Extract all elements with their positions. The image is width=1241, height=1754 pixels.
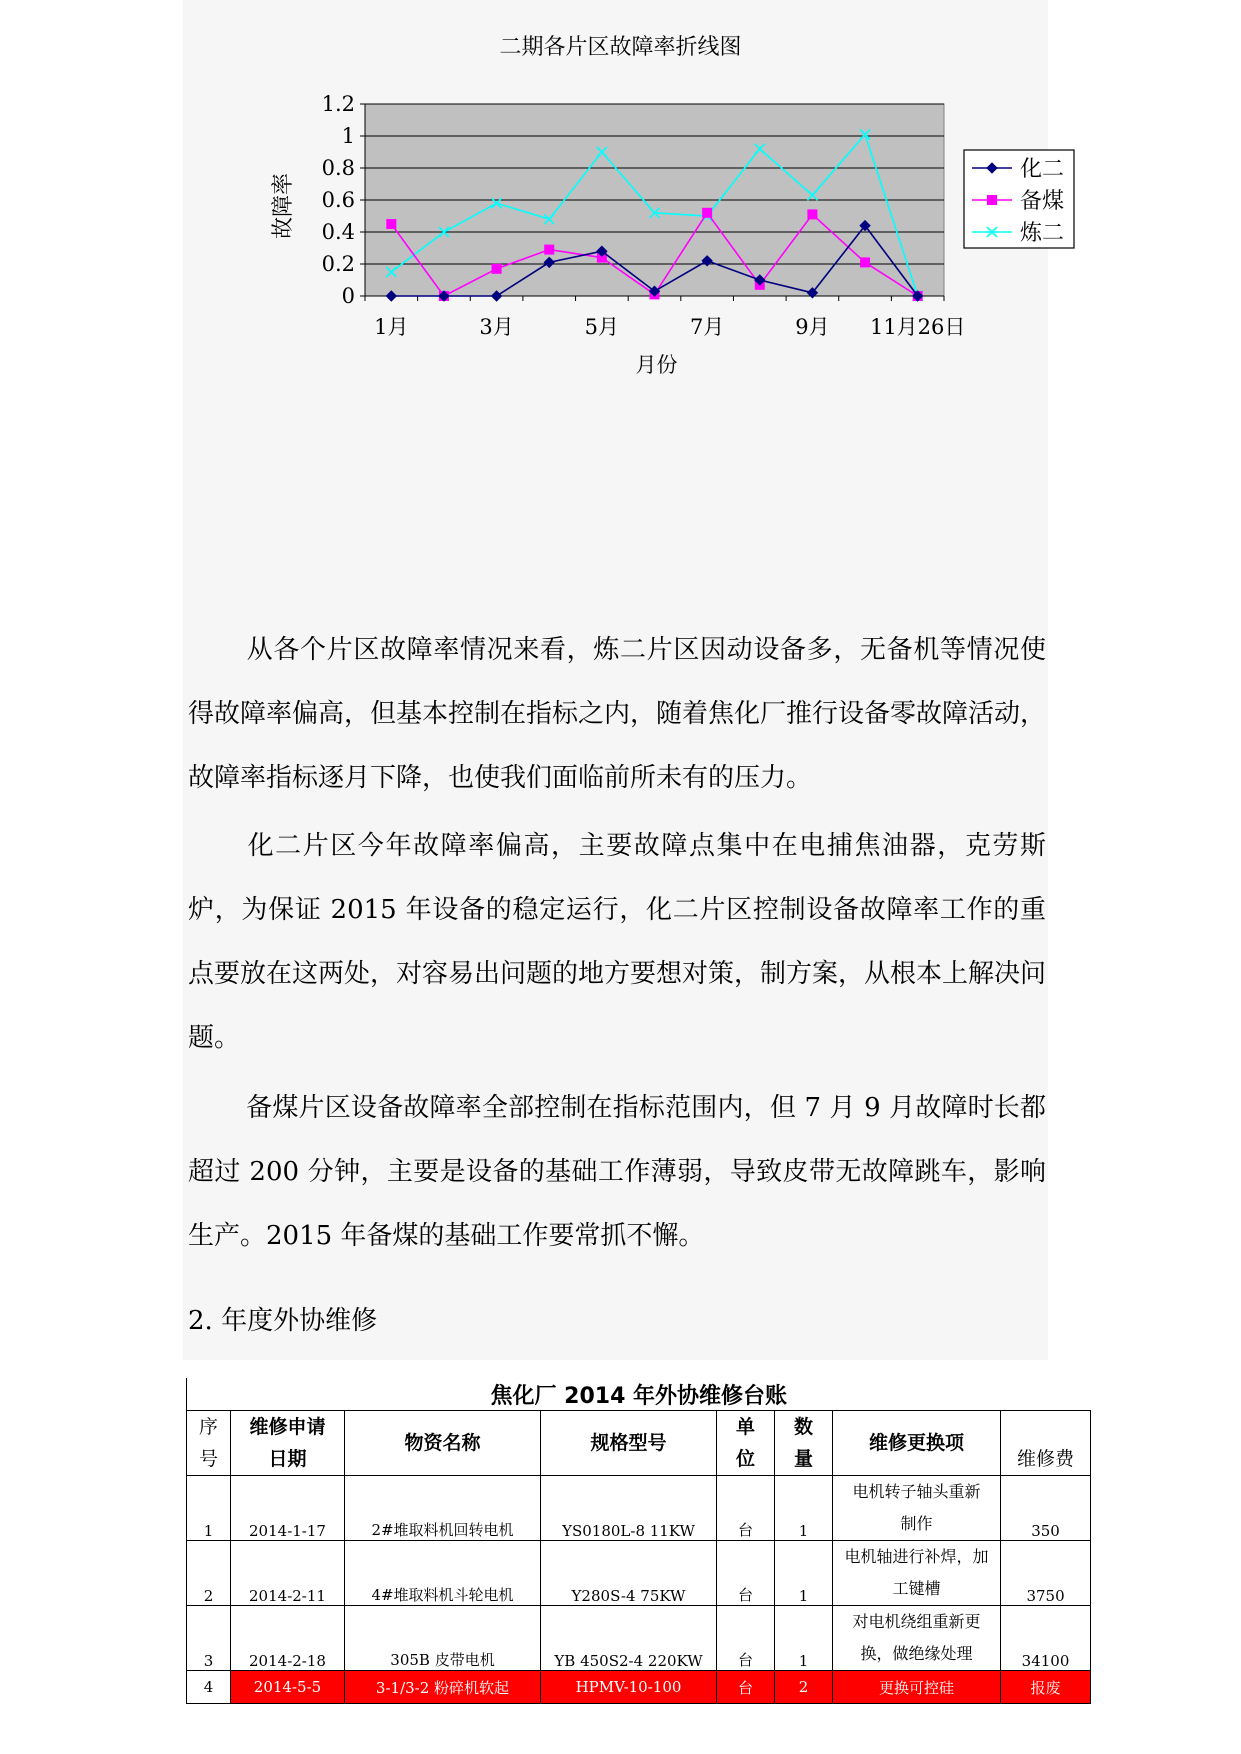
y-axis-label: 故障率 bbox=[271, 172, 296, 240]
table-header-row bbox=[187, 1411, 1091, 1476]
cell-item: 更换可控硅 bbox=[833, 1671, 1001, 1704]
header-item: 维修更换项 bbox=[833, 1411, 1001, 1476]
cell-spec: HPMV-10-100 bbox=[541, 1671, 717, 1704]
cell-name: 305B 皮带电机 bbox=[345, 1606, 541, 1671]
table-row bbox=[187, 1606, 1091, 1671]
cell-cost: 34100 bbox=[1001, 1606, 1091, 1671]
paragraph-2-text: 化二片区今年故障率偏高，主要故障点集中在电捕焦油器，克劳斯炉，为保证 2015 年设备的稳定运行，化二片区控制设备故障率工作的重点要放在这两处，对容易出问题的地方要想对策，制方案，从根本上解决问题。 bbox=[188, 831, 1047, 1053]
header-unit: 单 位 bbox=[717, 1411, 775, 1476]
y-tick-label: 0.6 bbox=[321, 188, 355, 212]
x-tick-label: 9月 bbox=[795, 315, 830, 339]
paragraph-3 bbox=[188, 1076, 1046, 1268]
header-spec: 规格型号 bbox=[541, 1411, 717, 1476]
data-point bbox=[492, 264, 501, 273]
x-tick-label: 7月 bbox=[689, 315, 725, 339]
header-qty: 数 量 bbox=[775, 1411, 833, 1476]
cell-item: 电机转子轴头重新 制作 bbox=[833, 1476, 1001, 1541]
line-chart bbox=[0, 0, 1241, 420]
legend-marker bbox=[988, 196, 997, 205]
cell-qty: 1 bbox=[775, 1541, 833, 1606]
x-tick-label: 11月26日 bbox=[869, 315, 966, 339]
paragraph-1-text: 从各个片区故障率情况来看，炼二片区因动设备多，无备机等情况使得故障率偏高，但基本控制在指标之内，随着焦化厂推行设备零故障活动，故障率指标逐月下降，也使我们面临前所未有的压力。 bbox=[188, 635, 1047, 793]
y-tick-label: 0.4 bbox=[321, 220, 355, 244]
legend-label: 备煤 bbox=[1020, 189, 1065, 214]
paragraph-1 bbox=[188, 618, 1046, 810]
table-row bbox=[187, 1476, 1091, 1541]
table-title: 焦化厂 2014 年外协维修台账 bbox=[187, 1378, 1091, 1411]
cell-unit: 台 bbox=[717, 1541, 775, 1606]
section-heading: 2. 年度外协维修 bbox=[188, 1306, 378, 1336]
legend-label: 炼二 bbox=[1020, 221, 1065, 246]
cell-unit: 台 bbox=[717, 1671, 775, 1704]
header-date: 维修申请 日期 bbox=[231, 1411, 345, 1476]
table-row-highlighted bbox=[187, 1671, 1091, 1704]
cell-qty: 2 bbox=[775, 1671, 833, 1704]
y-tick-label: 1.2 bbox=[321, 92, 355, 116]
header-seq: 序 号 bbox=[187, 1411, 231, 1476]
y-tick-label: 0 bbox=[341, 284, 355, 308]
data-point bbox=[387, 220, 396, 229]
cell-cost: 350 bbox=[1001, 1476, 1091, 1541]
cell-name: 2#堆取料机回转电机 bbox=[345, 1476, 541, 1541]
data-point bbox=[808, 210, 817, 219]
y-tick-label: 0.2 bbox=[321, 252, 355, 276]
cell-qty: 1 bbox=[775, 1606, 833, 1671]
header-name: 物资名称 bbox=[345, 1411, 541, 1476]
cell-cost: 3750 bbox=[1001, 1541, 1091, 1606]
data-point bbox=[703, 208, 712, 217]
data-point bbox=[545, 245, 554, 254]
data-point bbox=[861, 258, 870, 267]
cell-date: 2014-1-17 bbox=[231, 1476, 345, 1541]
maintenance-ledger-table bbox=[186, 1378, 1091, 1704]
cell-seq: 1 bbox=[187, 1476, 231, 1541]
x-tick-label: 1月 bbox=[374, 315, 409, 339]
y-tick-label: 0.8 bbox=[321, 156, 355, 180]
cell-spec: YB 450S2-4 220KW bbox=[541, 1606, 717, 1671]
x-tick-label: 5月 bbox=[584, 315, 620, 339]
cell-unit: 台 bbox=[717, 1606, 775, 1671]
cell-seq: 4 bbox=[187, 1671, 231, 1704]
x-tick-label: 3月 bbox=[479, 315, 514, 339]
cell-spec: Y280S-4 75KW bbox=[541, 1541, 717, 1606]
cell-date: 2014-5-5 bbox=[231, 1671, 345, 1704]
cell-seq: 3 bbox=[187, 1606, 231, 1671]
cell-spec: YS0180L-8 11KW bbox=[541, 1476, 717, 1541]
cell-item: 电机轴进行补焊，加 工键槽 bbox=[833, 1541, 1001, 1606]
cell-unit: 台 bbox=[717, 1476, 775, 1541]
paragraph-2 bbox=[188, 814, 1046, 1070]
y-tick-label: 1 bbox=[341, 124, 355, 148]
cell-item: 对电机绕组重新更 换，做绝缘处理 bbox=[833, 1606, 1001, 1671]
x-axis-label: 月份 bbox=[635, 353, 678, 377]
chart-title: 二期各片区故障率折线图 bbox=[499, 35, 742, 60]
cell-cost: 报废 bbox=[1001, 1671, 1091, 1704]
header-cost: 维修费 bbox=[1001, 1411, 1091, 1476]
cell-qty: 1 bbox=[775, 1476, 833, 1541]
cell-date: 2014-2-11 bbox=[231, 1541, 345, 1606]
legend-label: 化二 bbox=[1020, 157, 1065, 182]
cell-date: 2014-2-18 bbox=[231, 1606, 345, 1671]
table-row bbox=[187, 1541, 1091, 1606]
cell-seq: 2 bbox=[187, 1541, 231, 1606]
paragraph-3-text: 备煤片区设备故障率全部控制在指标范围内，但 7 月 9 月故障时长都超过 200 分钟，主要是设备的基础工作薄弱，导致皮带无故障跳车，影响生产。2015 年备煤的基础工作要常抓不懈。 bbox=[188, 1093, 1046, 1251]
cell-name: 4#堆取料机斗轮电机 bbox=[345, 1541, 541, 1606]
cell-name: 3-1/3-2 粉碎机软起 bbox=[345, 1671, 541, 1704]
